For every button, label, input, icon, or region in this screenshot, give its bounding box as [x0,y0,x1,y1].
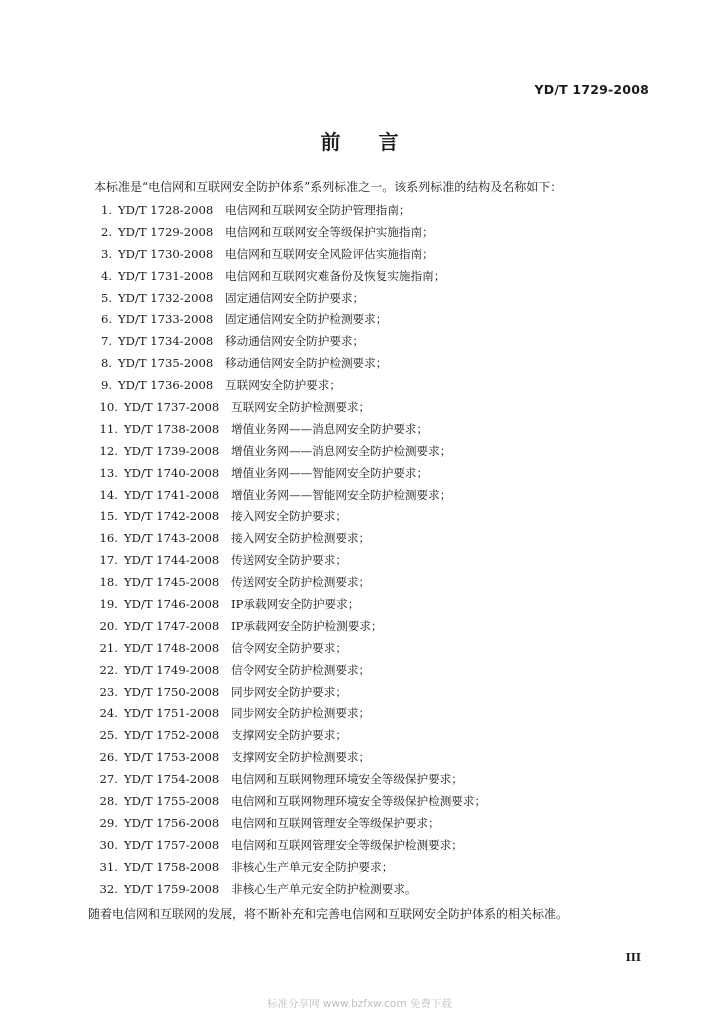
item-number: 19. [99,597,118,612]
standard-name: 增值业务网——智能网安全防护要求； [231,465,429,480]
list-item [90,835,486,857]
list-item [90,616,486,638]
list-item [90,769,486,791]
standard-code: YD/T 1740-2008 [124,465,220,480]
closing-paragraph: 随着电信网和互联网的发展，将不断补充和完善电信网和互联网安全防护体系的相关标准。 [88,907,569,921]
standard-code: YD/T 1750-2008 [124,684,220,699]
item-number: 13. [99,465,118,480]
item-number: 2. [100,224,112,239]
standard-code: YD/T 1747-2008 [124,618,220,633]
standard-name: 传送网安全防护要求； [231,553,347,568]
standard-code: YD/T 1756-2008 [124,815,220,830]
standard-name: 信令网安全防护要求； [231,640,347,655]
standard-name: 信令网安全防护检测要求； [231,662,371,677]
item-number: 17. [99,553,118,568]
standard-code: YD/T 1742-2008 [124,509,220,524]
standard-name: 固定通信网安全防护检测要求； [225,312,388,327]
standard-name: 电信网和互联网管理安全等级保护要求； [231,815,440,830]
standard-code: YD/T 1753-2008 [124,750,220,765]
item-number: 29. [99,815,118,830]
standard-code: YD/T 1735-2008 [118,356,214,371]
standard-name: 电信网和互联网安全风险评估实施指南； [225,246,434,261]
standard-name: 同步网安全防护要求； [231,684,347,699]
item-number: 18. [99,575,118,590]
standard-name: 增值业务网——智能网安全防护检测要求； [231,487,452,502]
standard-code: YD/T 1748-2008 [124,640,220,655]
item-number: 5. [100,290,112,305]
watermark-text: 标准分享网 www.bzfxw.com 免费下载 [267,998,452,1010]
list-item [90,288,486,310]
list-item [90,528,486,550]
list-item [90,703,486,725]
list-item [90,331,486,353]
standard-code: YD/T 1729-2008 [118,224,214,239]
item-number: 7. [100,334,112,349]
item-number: 6. [100,312,112,327]
standard-name: 接入网安全防护检测要求； [231,531,371,546]
item-number: 32. [99,881,118,896]
intro-paragraph: 本标准是“电信网和互联网安全防护体系”系列标准之一。该系列标准的结构及名称如下： [94,180,563,194]
list-item [90,791,486,813]
standard-code: YD/T 1732-2008 [118,290,214,305]
standard-code: YD/T 1745-2008 [124,575,220,590]
standard-name: 非核心生产单元安全防护要求； [231,859,394,874]
item-number: 15. [99,509,118,524]
standard-code: YD/T 1741-2008 [124,487,220,502]
standard-code: YD/T 1757-2008 [124,837,220,852]
list-item [90,485,486,507]
standard-name: 电信网和互联网管理安全等级保护检测要求； [231,837,463,852]
list-item [90,660,486,682]
standard-code: YD/T 1759-2008 [124,881,220,896]
standard-code: YD/T 1733-2008 [118,312,214,327]
standard-name: IP承载网安全防护检测要求； [231,618,383,633]
standard-name: 电信网和互联网物理环境安全等级保护要求； [231,772,463,787]
standard-name: 固定通信网安全防护要求； [225,290,365,305]
list-item [90,813,486,835]
item-number: 28. [99,794,118,809]
page-title: 前言 [320,130,437,154]
item-number: 11. [99,421,118,436]
standard-name: 支撑网安全防护检测要求； [231,750,371,765]
item-number: 14. [99,487,118,502]
standard-code: YD/T 1744-2008 [124,553,220,568]
standard-code: YD/T 1738-2008 [124,421,220,436]
standard-code: YD/T 1743-2008 [124,531,220,546]
standard-code: YD/T 1737-2008 [124,400,220,415]
item-number: 20. [99,618,118,633]
item-number: 21. [99,640,118,655]
list-item [90,375,486,397]
list-item [90,725,486,747]
standard-code: YD/T 1758-2008 [124,859,220,874]
list-item [90,879,486,901]
standard-name: IP承载网安全防护要求； [231,597,360,612]
item-number: 8. [100,356,112,371]
list-item [90,222,486,244]
standard-code: YD/T 1731-2008 [118,268,214,283]
list-item [90,441,486,463]
list-item [90,857,486,879]
item-number: 25. [99,728,118,743]
list-item [90,309,486,331]
list-item [90,463,486,485]
item-number: 4. [100,268,112,283]
standard-name: 电信网和互联网物理环境安全等级保护检测要求； [231,794,487,809]
standard-code: YD/T 1730-2008 [118,246,214,261]
standard-code: YD/T 1749-2008 [124,662,220,677]
item-number: 3. [100,246,112,261]
list-item [90,506,486,528]
page-number: III [625,951,641,964]
item-number: 31. [99,859,118,874]
list-item [90,747,486,769]
standard-code: YD/T 1751-2008 [124,706,220,721]
standard-code: YD/T 1746-2008 [124,597,220,612]
item-number: 1. [100,203,112,217]
item-number: 12. [99,443,118,458]
standard-name: 电信网和互联网灾难备份及恢复实施指南； [225,268,446,283]
standards-list [90,200,486,901]
list-item [90,682,486,704]
item-number: 22. [99,662,118,677]
standard-name: 支撑网安全防护要求； [231,728,347,743]
standard-name: 移动通信网安全防护要求； [225,334,365,349]
item-number: 24. [99,706,118,721]
item-number: 23. [99,684,118,699]
list-item [90,550,486,572]
standard-name: 非核心生产单元安全防护检测要求。 [231,881,417,896]
list-item [90,397,486,419]
standard-name: 电信网和互联网安全防护管理指南； [225,203,411,217]
item-number: 30. [99,837,118,852]
list-item [90,638,486,660]
list-item [90,572,486,594]
item-number: 16. [99,531,118,546]
standard-name: 电信网和互联网安全等级保护实施指南； [225,224,434,239]
standard-name: 同步网安全防护检测要求； [231,706,371,721]
standard-name: 接入网安全防护要求； [231,509,347,524]
standard-name: 互联网安全防护检测要求； [231,400,371,415]
list-item [90,266,486,288]
item-number: 9. [100,378,112,393]
standard-name: 互联网安全防护要求； [225,378,341,393]
standard-code: YD/T 1739-2008 [124,443,220,458]
standard-code-header: YD/T 1729-2008 [534,82,649,97]
item-number: 10. [99,400,118,415]
item-number: 27. [99,772,118,787]
standard-code: YD/T 1734-2008 [118,334,214,349]
standard-code: YD/T 1736-2008 [118,378,214,393]
standard-code: YD/T 1728-2008 [118,203,214,217]
standard-name: 增值业务网——消息网安全防护检测要求； [231,443,452,458]
list-item [90,200,486,222]
standard-name: 移动通信网安全防护检测要求； [225,356,388,371]
standard-name: 传送网安全防护检测要求； [231,575,371,590]
list-item [90,353,486,375]
list-item [90,594,486,616]
standard-name: 增值业务网——消息网安全防护要求； [231,421,429,436]
standard-code: YD/T 1754-2008 [124,772,220,787]
item-number: 26. [99,750,118,765]
standard-code: YD/T 1755-2008 [124,794,220,809]
list-item [90,244,486,266]
standard-code: YD/T 1752-2008 [124,728,220,743]
list-item [90,419,486,441]
